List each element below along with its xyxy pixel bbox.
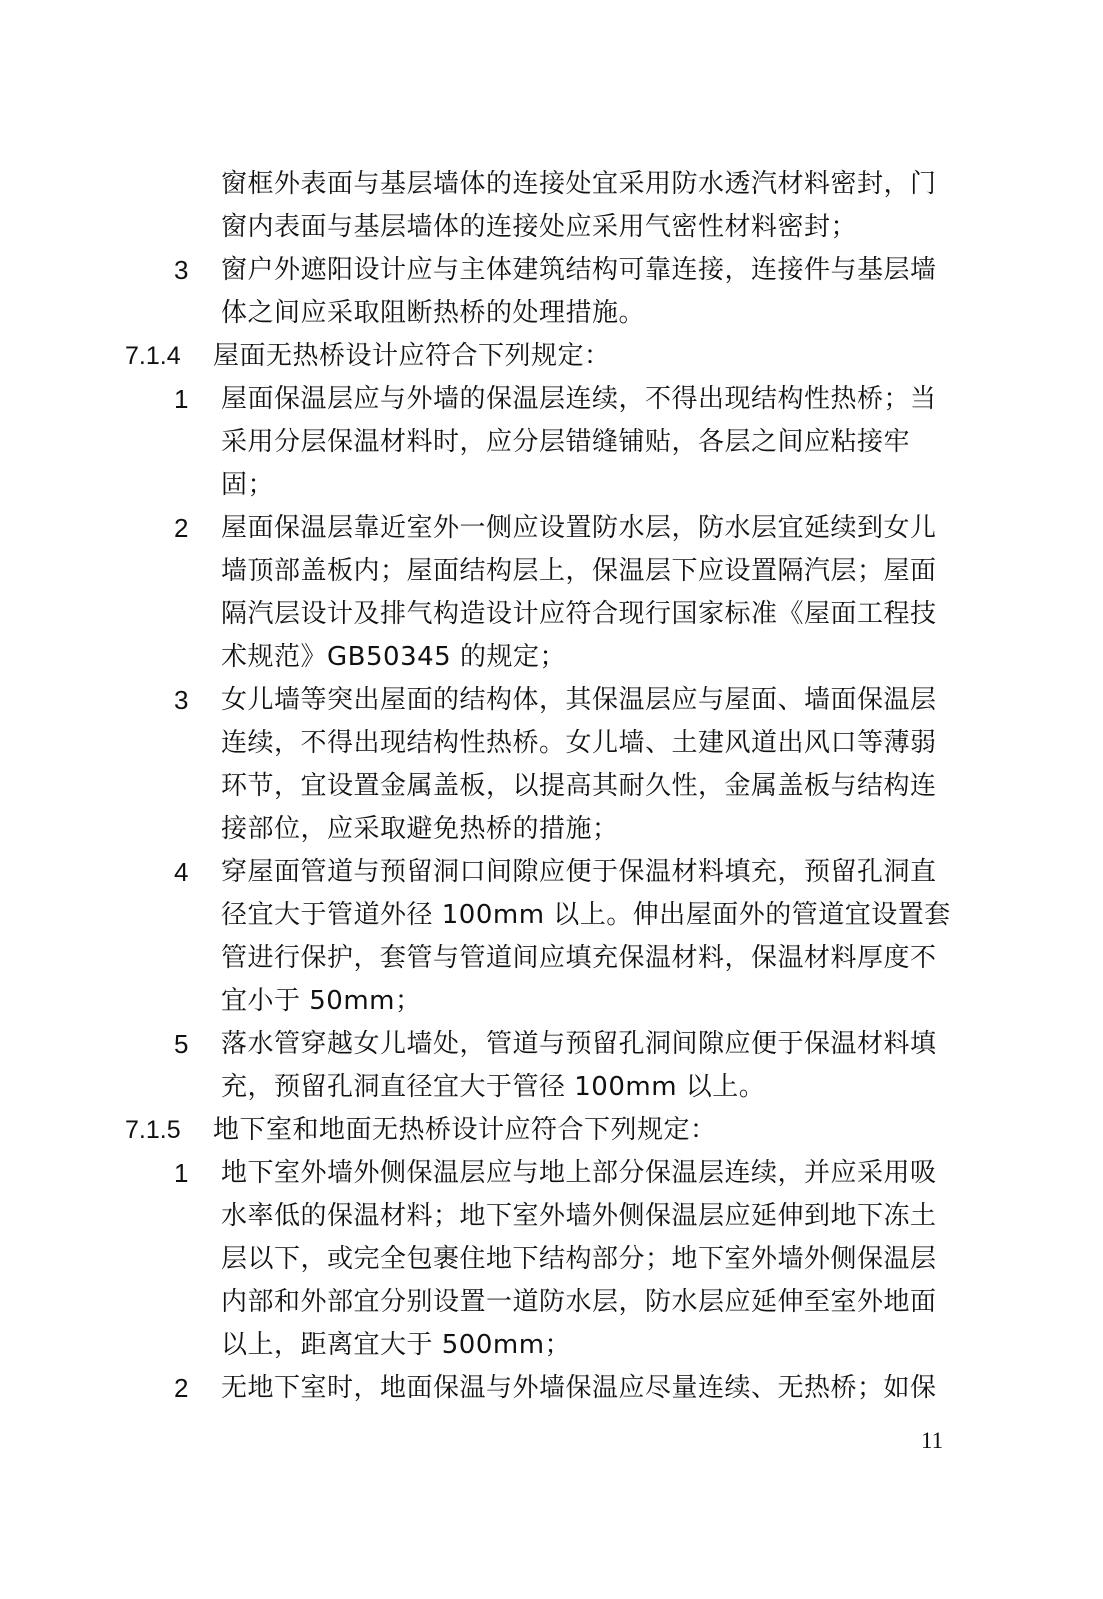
text-line: 充，预留孔洞直径宜大于管径 100mm 以上。 — [221, 1072, 766, 1102]
section-number: 7.1.5 — [125, 1116, 181, 1144]
text-line: 术规范》GB50345 的规定； — [221, 642, 566, 672]
text-line: 水率低的保温材料；地下室外墙外侧保温层应延伸到地下冻土 — [221, 1201, 937, 1231]
text-line: 环节，宜设置金属盖板，以提高其耐久性，金属盖板与结构连 — [221, 771, 937, 801]
text-line: 墙顶部盖板内；屋面结构层上，保温层下应设置隔汽层；屋面 — [221, 556, 937, 586]
text-line: 地下室外墙外侧保温层应与地上部分保温层连续，并应采用吸 — [221, 1158, 937, 1188]
text-line: 屋面保温层靠近室外一侧应设置防水层，防水层宜延续到女儿 — [221, 513, 937, 543]
text-line: 穿屋面管道与预留洞口间隙应便于保温材料填充，预留孔洞直 — [221, 857, 937, 887]
text-line: 采用分层保温材料时，应分层错缝铺贴，各层之间应粘接牢 — [221, 427, 911, 457]
text-line: 屋面保温层应与外墙的保温层连续，不得出现结构性热桥；当 — [221, 384, 937, 414]
section-title: 屋面无热桥设计应符合下列规定： — [213, 341, 611, 371]
item-number: 1 — [174, 384, 189, 414]
text-line: 连续，不得出现结构性热桥。女儿墙、土建风道出风口等薄弱 — [221, 728, 937, 758]
text-line: 窗户外遮阳设计应与主体建筑结构可靠连接，连接件与基层墙 — [221, 255, 937, 285]
text-line: 隔汽层设计及排气构造设计应符合现行国家标准《屋面工程技 — [221, 599, 937, 629]
item-number: 2 — [174, 1373, 189, 1403]
text-line: 管进行保护，套管与管道间应填充保温材料，保温材料厚度不 — [221, 943, 937, 973]
text-line: 固； — [221, 470, 275, 500]
item-number: 4 — [174, 857, 189, 887]
section-title: 地下室和地面无热桥设计应符合下列规定： — [213, 1115, 717, 1145]
page-number: 11 — [921, 1428, 944, 1453]
text-line: 层以下，或完全包裹住地下结构部分；地下室外墙外侧保温层 — [221, 1244, 937, 1274]
item-number: 3 — [174, 255, 189, 285]
text-line: 内部和外部宜分别设置一道防水层，防水层应延伸至室外地面 — [221, 1287, 937, 1317]
item-number: 5 — [174, 1029, 189, 1059]
item-number: 3 — [174, 685, 189, 715]
item-number: 2 — [174, 513, 189, 543]
text-line: 窗框外表面与基层墙体的连接处宜采用防水透汽材料密封，门 — [221, 169, 937, 199]
text-line: 无地下室时，地面保温与外墙保温应尽量连续、无热桥；如保 — [221, 1373, 937, 1403]
text-line: 宜小于 50mm； — [221, 986, 422, 1016]
text-line: 以上，距离宜大于 500mm； — [221, 1330, 572, 1360]
section-number: 7.1.4 — [125, 342, 181, 370]
text-line: 径宜大于管道外径 100mm 以上。伸出屋面外的管道宜设置套 — [221, 900, 951, 930]
text-line: 接部位，应采取避免热桥的措施； — [221, 814, 619, 844]
text-line: 窗内表面与基层墙体的连接处应采用气密性材料密封； — [221, 212, 858, 242]
item-number: 1 — [174, 1158, 189, 1188]
text-line: 女儿墙等突出屋面的结构体，其保温层应与屋面、墙面保温层 — [221, 685, 937, 715]
text-line: 落水管穿越女儿墙处，管道与预留孔洞间隙应便于保温材料填 — [221, 1029, 937, 1059]
text-line: 体之间应采取阻断热桥的处理措施。 — [221, 298, 646, 328]
